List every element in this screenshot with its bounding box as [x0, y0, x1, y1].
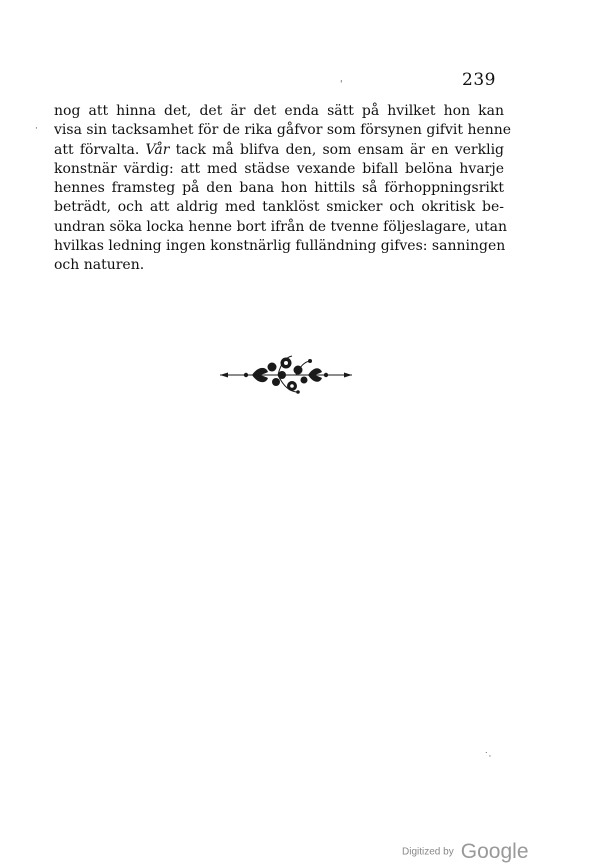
stray-ink-mark: ': [340, 80, 343, 90]
body-paragraph: [54, 102, 512, 276]
text-line-3: [54, 141, 504, 160]
stray-ink-mark: ˙·: [484, 752, 492, 762]
text-line-1: nog att hinna det, det är det enda sätt på hvilket hon kan: [54, 103, 504, 119]
digitized-label: Digitized by: [402, 846, 454, 858]
floral-vignette-icon: [216, 352, 356, 398]
text-line-9: och naturen.: [54, 257, 145, 274]
text-line-6: beträdt, och att aldrig med tanklöst smicker och okritisk be-: [54, 199, 504, 216]
text-line-8: hvilkas ledning ingen konstnärlig fulländning gifves: sanningen: [54, 238, 506, 255]
text-line-3-italic: Vår: [145, 141, 170, 158]
text-line-3-start: att förvalta.: [54, 141, 140, 158]
text-line-7: undran söka locka henne bort ifrån de tvenne följeslagare, utan: [54, 218, 508, 235]
text-line-5: hennes framsteg på den bana hon hittils så förhoppningsrikt: [54, 180, 504, 197]
text-line-2: visa sin tacksamhet för de rika gåfvor som försynen gifvit henne: [54, 122, 512, 139]
digitized-by-google-watermark: [402, 840, 529, 864]
stray-ink-mark: ·: [35, 124, 38, 134]
text-line-4: konstnär värdig: att med städse vexande bifall belöna hvarje: [54, 160, 504, 177]
text-line-3-end: tack må blifva den, som ensam är en verklig: [175, 141, 505, 158]
google-logo: Google: [460, 840, 529, 863]
page-number: 239: [462, 70, 496, 90]
